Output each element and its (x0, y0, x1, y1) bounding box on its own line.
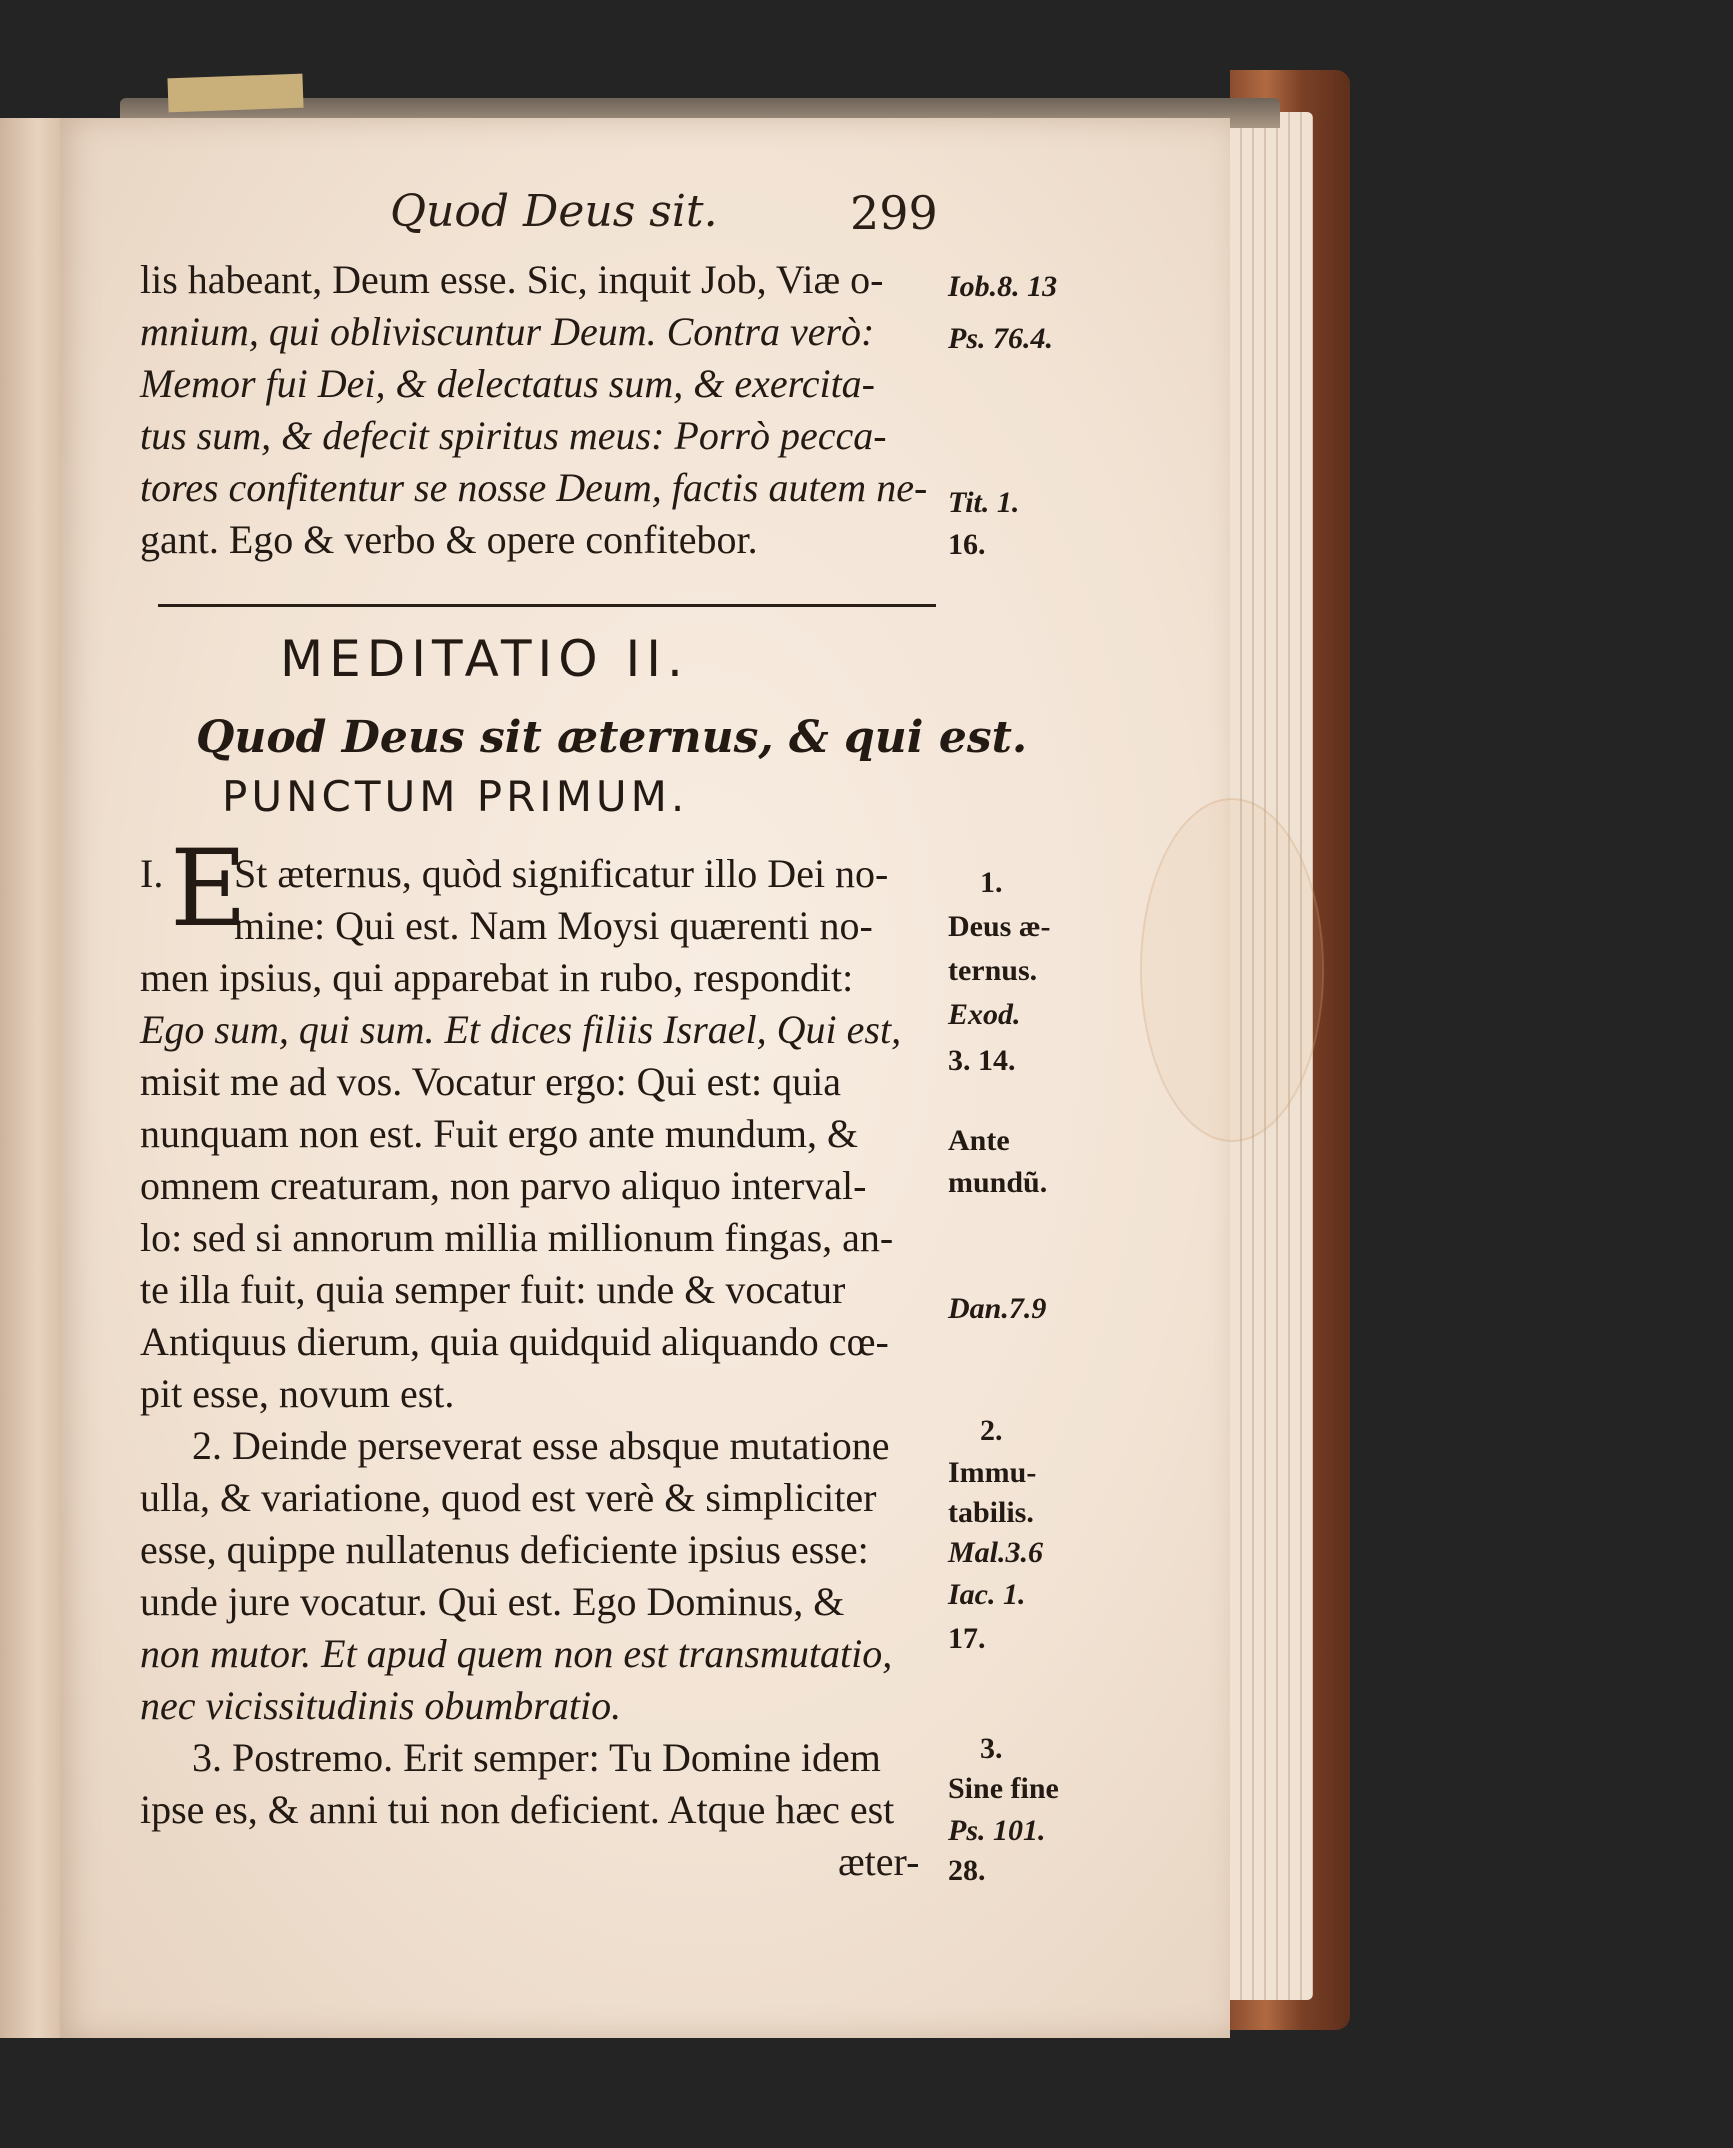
body-line: unde jure vocatur. Qui est. Ego Dominus, & (140, 1579, 845, 1624)
body-line: omnem creaturam, non parvo aliquo interval- (140, 1163, 867, 1208)
section-heading: PUNCTUM PRIMUM. (222, 772, 689, 821)
body-line: 3. Postremo. Erit semper: Tu Domine idem (192, 1735, 881, 1780)
top-line: lis habeant, Deum esse. Sic, inquit Job, Viæ o- (140, 257, 884, 302)
margin-note: Ps. 101. (948, 1814, 1046, 1847)
body-line: men ipsius, qui apparebat in rubo, respondit: (140, 955, 854, 1000)
margin-note: Exod. (948, 998, 1021, 1031)
top-line: mnium, qui obliviscuntur Deum. Contra verò: (140, 309, 875, 354)
margin-note: Immu- (948, 1456, 1037, 1489)
top-line: Memor fui Dei, & delectatus sum, & exercita- (140, 361, 875, 406)
margin-note: Sine fine (948, 1772, 1059, 1805)
margin-note: 17. (948, 1622, 986, 1655)
margin-note: 16. (948, 528, 986, 561)
margin-note: Iob.8. 13 (948, 270, 1058, 303)
body-line: mine: Qui est. Nam Moysi quærenti no- (234, 903, 873, 948)
body-line: ipse es, & anni tui non deficient. Atque hæc est (140, 1787, 895, 1832)
margin-note: Ps. 76.4. (948, 322, 1053, 355)
top-line: tores confitentur se nosse Deum, factis autem ne- (140, 465, 928, 510)
body-line: misit me ad vos. Vocatur ergo: Qui est: quia (140, 1059, 842, 1104)
section-rule (158, 604, 936, 607)
margin-note: mundũ. (948, 1166, 1048, 1199)
body-line: Ego sum, qui sum. Et dices filiis Israel, Qui est, (140, 1007, 902, 1052)
top-line: gant. Ego & verbo & opere confitebor. (140, 517, 758, 562)
body-line: te illa fuit, quia semper fuit: unde & vocatur (140, 1267, 846, 1312)
margin-note: Tit. 1. (948, 486, 1020, 519)
body-line: esse, quippe nullatenus deficiente ipsius esse: (140, 1527, 869, 1572)
margin-note: Mal.3.6 (948, 1536, 1044, 1569)
meditation-subheading: Quod Deus sit æternus, & qui est. (196, 712, 1028, 763)
page-stain (1140, 798, 1324, 1142)
margin-note: 3. 14. (948, 1044, 1016, 1077)
left-page-edge (0, 118, 62, 2038)
drop-cap: E (170, 827, 248, 950)
margin-note: Ante (948, 1124, 1010, 1157)
margin-note: tabilis. (948, 1496, 1034, 1529)
top-line: tus sum, & defecit spiritus meus: Porrò pecca- (140, 413, 887, 458)
body-line: pit esse, novum est. (140, 1371, 455, 1416)
body-line: 2. Deinde perseverat esse absque mutatione (192, 1423, 890, 1468)
running-head-title: Quod Deus sit. (390, 186, 718, 237)
margin-note: Iac. 1. (948, 1578, 1026, 1611)
page-number: 299 (850, 186, 938, 240)
margin-note: 28. (948, 1854, 986, 1887)
body-line: nec vicissitudinis obumbratio. (140, 1683, 622, 1728)
body-line: nunquam non est. Fuit ergo ante mundum, & (140, 1111, 859, 1156)
body-line: St æternus, quòd significatur illo Dei no- (234, 851, 889, 896)
lead-numeral: I. (140, 851, 164, 896)
margin-note: 3. (980, 1732, 1003, 1765)
bookmark-ribbon (167, 74, 303, 113)
body-line: ulla, & variatione, quod est verè & simpliciter (140, 1475, 877, 1520)
margin-note: 1. (980, 866, 1003, 899)
body-line: æter- (838, 1839, 920, 1884)
meditation-heading: MEDITATIO II. (280, 630, 689, 688)
body-line: Antiquus dierum, quia quidquid aliquando cœ- (140, 1319, 889, 1364)
margin-note: 2. (980, 1414, 1003, 1447)
margin-note: Dan.7.9 (948, 1292, 1047, 1325)
margin-note: ternus. (948, 954, 1038, 987)
margin-note: Deus æ- (948, 910, 1051, 943)
body-line: lo: sed si annorum millia millionum fingas, an- (140, 1215, 894, 1260)
running-head (390, 186, 950, 240)
body-line: non mutor. Et apud quem non est transmutatio, (140, 1631, 893, 1676)
